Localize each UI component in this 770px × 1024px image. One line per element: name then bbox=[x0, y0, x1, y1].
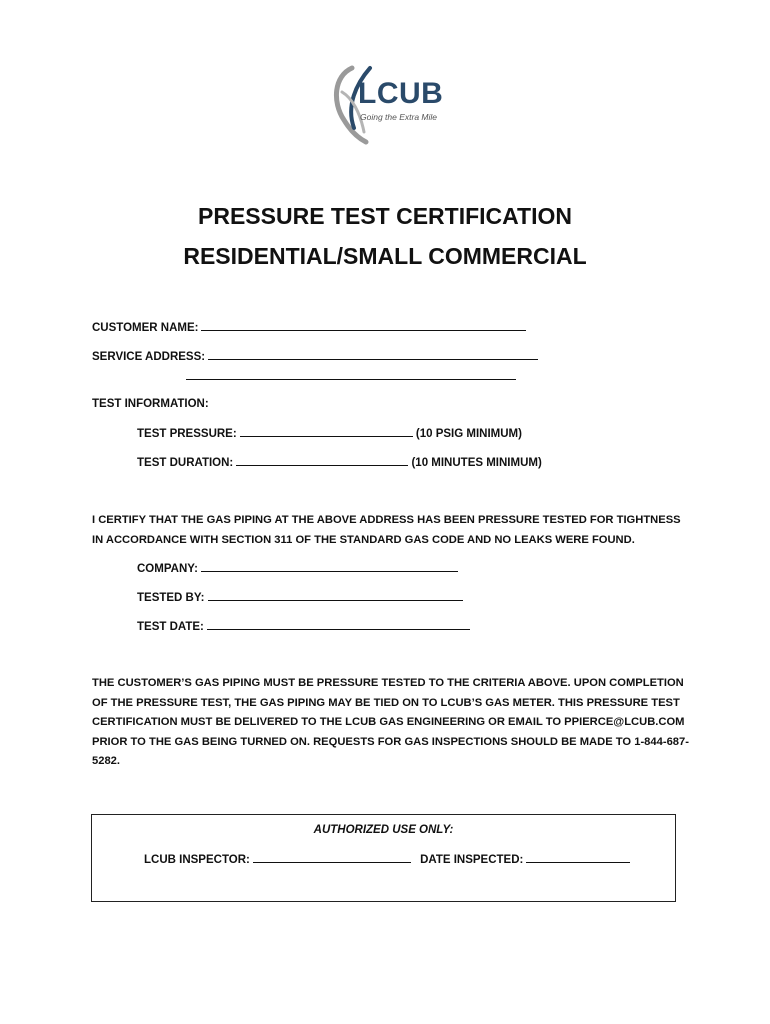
lcub-logo bbox=[330, 62, 450, 146]
inspector-row bbox=[144, 852, 630, 866]
test-duration-label: TEST DURATION: bbox=[137, 457, 234, 469]
service-address-row-2 bbox=[186, 369, 516, 384]
authorized-use-box bbox=[91, 814, 676, 902]
test-duration-note: (10 MINUTES MINIMUM) bbox=[411, 457, 542, 469]
test-pressure-field[interactable] bbox=[240, 426, 413, 437]
page-title: PRESSURE TEST CERTIFICATION bbox=[198, 203, 572, 229]
company-row bbox=[137, 561, 458, 576]
page-subtitle: RESIDENTIAL/SMALL COMMERCIAL bbox=[183, 243, 587, 269]
tested-by-label: TESTED BY: bbox=[137, 592, 205, 604]
date-inspected-field[interactable] bbox=[526, 852, 630, 863]
notice-paragraph: THE CUSTOMER’S GAS PIPING MUST BE PRESSURE TESTED TO THE CRITERIA ABOVE. UPON COMPLETION OF THE PRESSURE TEST, THE GAS PIPING MAY BE TIED ON TO LCUB’S GAS METER. THIS PRESSURE TEST CERTIFICATION MUST BE DELIVERED TO THE LCUB GAS ENGINEERING OR EMAIL TO PPIERCE@LCUB.COM PRIOR TO THE GAS BEING TURNED ON. REQUESTS FOR GAS INSPECTIONS SHOULD BE MADE TO 1-844-687-5282. bbox=[92, 677, 689, 767]
company-field[interactable] bbox=[201, 561, 458, 572]
customer-name-field[interactable] bbox=[201, 320, 526, 331]
tested-by-field[interactable] bbox=[208, 590, 463, 601]
certification-statement: I CERTIFY THAT THE GAS PIPING AT THE ABOVE ADDRESS HAS BEEN PRESSURE TESTED FOR TIGHTNESS IN ACCORDANCE WITH SECTION 311 OF THE STANDARD GAS CODE AND NO LEAKS WERE FOUND. bbox=[92, 514, 681, 546]
company-label: COMPANY: bbox=[137, 563, 198, 575]
service-address-field-2[interactable] bbox=[186, 369, 516, 380]
test-duration-field[interactable] bbox=[236, 455, 408, 466]
lcub-inspector-label: LCUB INSPECTOR: bbox=[144, 854, 250, 866]
test-date-label: TEST DATE: bbox=[137, 621, 204, 633]
test-date-field[interactable] bbox=[207, 619, 470, 630]
customer-name-row bbox=[92, 320, 526, 335]
test-pressure-note: (10 PSIG MINIMUM) bbox=[415, 428, 522, 440]
test-date-row bbox=[137, 619, 470, 634]
logo-wordmark: LCUB bbox=[358, 77, 444, 110]
customer-name-label: CUSTOMER NAME: bbox=[92, 322, 199, 334]
test-duration-row bbox=[137, 455, 542, 470]
service-address-row bbox=[92, 349, 538, 364]
test-pressure-label: TEST PRESSURE: bbox=[137, 428, 237, 440]
date-inspected-label: DATE INSPECTED: bbox=[420, 854, 524, 866]
service-address-label: SERVICE ADDRESS: bbox=[92, 351, 206, 363]
lcub-inspector-field[interactable] bbox=[253, 852, 411, 863]
test-information-heading: TEST INFORMATION: bbox=[92, 398, 209, 410]
logo-tagline: Going the Extra Mile bbox=[360, 112, 438, 122]
service-address-field[interactable] bbox=[208, 349, 538, 360]
authorized-use-heading: AUTHORIZED USE ONLY: bbox=[313, 824, 454, 836]
tested-by-row bbox=[137, 590, 463, 605]
test-pressure-row bbox=[137, 426, 522, 441]
